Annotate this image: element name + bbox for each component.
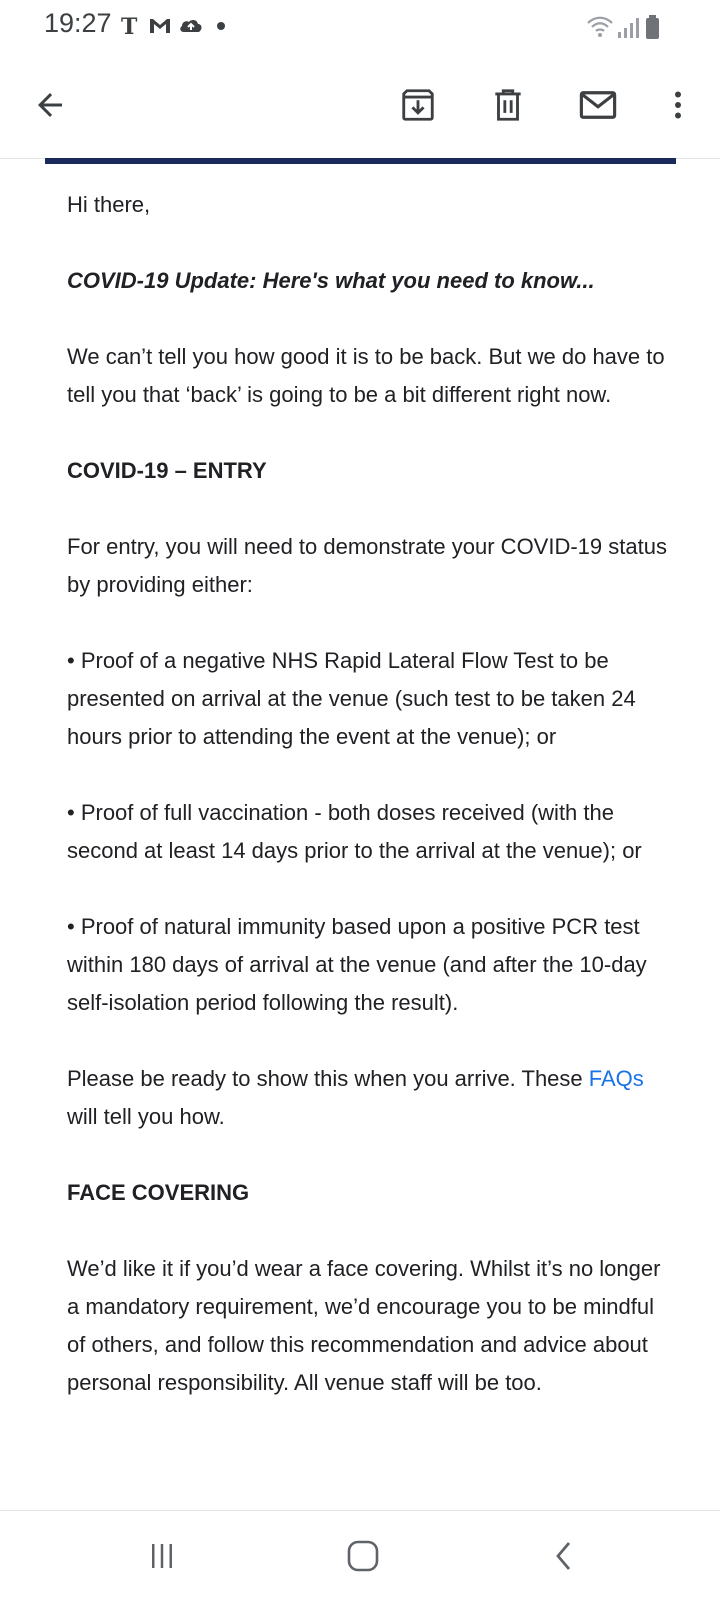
archive-icon[interactable] <box>394 81 442 129</box>
recent-apps-icon[interactable] <box>137 1531 187 1581</box>
intro-text: We can’t tell you how good it is to be back. But we do have to tell you that ‘back’ is going to be a bit different right now. <box>67 344 665 407</box>
email-banner-rule <box>45 158 676 164</box>
cloud-upload-icon <box>178 14 204 38</box>
face-covering-text: We’d like it if you’d wear a face covering. Whilst it’s no longer a mandatory requirement, we’d encourage you to be mindful of others, and follow this recommendation and advice about personal responsibility. All venue staff will be too. <box>67 1256 661 1395</box>
email-toolbar <box>0 52 720 159</box>
home-icon[interactable] <box>338 1531 388 1581</box>
ready-text <box>67 1060 667 1136</box>
status-bar <box>0 0 720 52</box>
bullet-vaccination: • Proof of full vaccination - both doses received (with the second at least 14 days prior to the arrival at the venue); or <box>67 800 642 863</box>
delete-icon[interactable] <box>484 81 532 129</box>
wifi-icon <box>588 18 612 37</box>
system-status-icons <box>586 14 666 38</box>
ready-text-after: will tell you how. <box>67 1104 225 1129</box>
signal-icon <box>618 18 639 38</box>
bullet-natural-immunity: • Proof of natural immunity based upon a positive PCR test within 180 days of arrival at the venue (and after the 10-day self-isolation period following the result). <box>67 914 647 1015</box>
back-nav-icon[interactable] <box>540 1531 590 1581</box>
arrow-back-icon[interactable] <box>26 81 74 129</box>
ready-text-before: Please be ready to show this when you arrive. These <box>67 1066 589 1091</box>
faq-link[interactable]: FAQs <box>588 1066 644 1091</box>
more-vert-icon[interactable] <box>654 81 702 129</box>
gmail-icon <box>148 14 172 38</box>
email-body <box>67 186 667 1440</box>
nytimes-icon <box>120 14 140 38</box>
entry-heading: COVID-19 – ENTRY <box>67 458 267 483</box>
bullet-lateral-flow: • Proof of a negative NHS Rapid Lateral Flow Test to be presented on arrival at the venue (such test to be taken 24 hours prior to attending the event at the venue); or <box>67 648 636 749</box>
mark-unread-icon[interactable] <box>574 81 622 129</box>
battery-icon <box>646 15 659 39</box>
system-navigation-bar <box>0 1510 720 1601</box>
svg-text:T: T <box>121 14 138 38</box>
entry-text: For entry, you will need to demonstrate your COVID-19 status by providing either: <box>67 534 667 597</box>
greeting-text: Hi there, <box>67 192 151 217</box>
face-covering-heading: FACE COVERING <box>67 1180 250 1205</box>
status-time: 19:27 <box>44 8 112 38</box>
update-heading: COVID-19 Update: Here's what you need to know... <box>67 268 595 293</box>
dot-icon <box>216 14 226 38</box>
